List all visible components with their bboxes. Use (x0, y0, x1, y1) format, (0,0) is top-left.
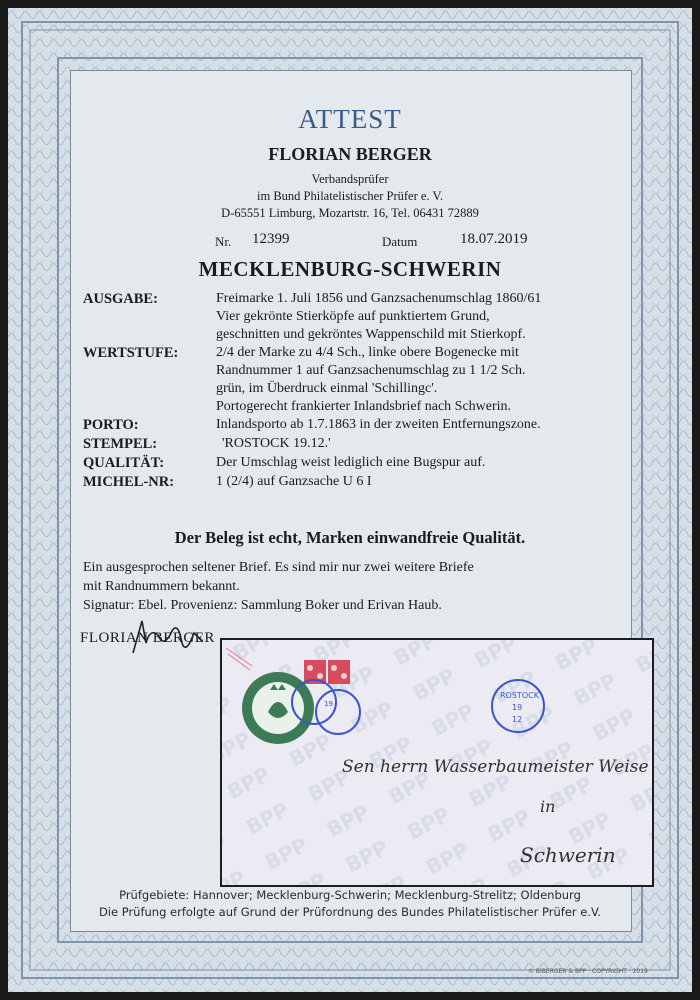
svg-text:Sen herrn Wasserbaumeister Wei: Sen herrn Wasserbaumeister Weise (342, 757, 649, 777)
field-value-line: grün, im Überdruck einmal 'Schillingc'. (216, 381, 438, 396)
examiner-role: Verbandsprüfer (311, 172, 389, 186)
svg-text:19: 19 (324, 700, 333, 708)
field-label-wertstufe: WERTSTUFE: (83, 345, 179, 361)
field-label-qualitaet: QUALITÄT: (83, 455, 165, 471)
remark-line: mit Randnummern bekannt. (83, 579, 240, 594)
footer-regulations: Die Prüfung erfolgte auf Grund der Prüfordnung des Bundes Philatelistischer Prüfer e.V. (98, 905, 602, 919)
svg-text:12: 12 (512, 715, 523, 724)
handwritten-signature (128, 613, 208, 663)
field-value-line: geschnitten und gekröntes Wappenschild mit Stierkopf. (216, 327, 526, 342)
field-label-stempel: STEMPEL: (83, 436, 158, 452)
svg-text:Schwerin: Schwerin (520, 843, 616, 867)
examiner-association: im Bund Philatelistischer Prüfer e. V. (257, 189, 443, 203)
certificate-sheet (8, 8, 692, 992)
examiner-name: FLORIAN BERGER (268, 144, 432, 164)
field-value-line: 'ROSTOCK 19.12.' (222, 436, 331, 451)
remark-line: Signatur: Ebel. Provenienz: Sammlung Boker und Erivan Haub. (83, 598, 442, 613)
field-value-line: Inlandsporto ab 1.7.1863 in der zweiten Entfernungszone. (216, 417, 541, 432)
verdict: Der Beleg ist echt, Marken einwandfreie Qualität. (174, 528, 526, 547)
field-label-michel: MICHEL-NR: (83, 474, 175, 490)
country-heading: MECKLENBURG-SCHWERIN (198, 257, 502, 281)
footer-exam-areas: Prüfgebiete: Hannover; Mecklenburg-Schwerin; Mecklenburg-Strelitz; Oldenburg (119, 888, 581, 902)
svg-text:19: 19 (512, 703, 523, 712)
field-value-line: Freimarke 1. Juli 1856 und Ganzsachenumschlag 1860/61 (216, 291, 542, 306)
examiner-address: D-65551 Limburg, Mozartstr. 16, Tel. 06431 72889 (221, 206, 479, 220)
field-label-ausgabe: AUSGABE: (83, 291, 158, 307)
field-value-line: Portogerecht frankierter Inlandsbrief nach Schwerin. (216, 399, 512, 414)
svg-text:ROSTOCK: ROSTOCK (500, 691, 539, 700)
field-value-line: 1 (2/4) auf Ganzsache U 6 I (216, 474, 372, 489)
field-value-line: 2/4 der Marke zu 4/4 Sch., linke obere Bogenecke mit (216, 345, 519, 360)
date-label: Datum (382, 234, 418, 249)
envelope-photo (220, 638, 654, 887)
signature-name: FLORIAN BERGER (80, 630, 215, 646)
svg-text:in: in (540, 797, 556, 816)
certificate-title: ATTEST (298, 104, 402, 134)
certificate-date: 18.07.2019 (460, 231, 528, 247)
field-value-line: Vier gekrönte Stierköpfe auf punktiertem Grund, (216, 309, 490, 324)
number-label: Nr. (215, 234, 232, 249)
certificate-number: 12399 (252, 231, 290, 247)
field-label-porto: PORTO: (83, 417, 139, 433)
field-value-line: Der Umschlag weist lediglich eine Bugspur auf. (216, 455, 486, 470)
copyright-notice: © BIBERGER & BPP · COPYRIGHT · 2019 (528, 968, 648, 975)
field-value-line: Randnummer 1 auf Ganzsachenumschlag zu 1 1/2 Sch. (216, 363, 526, 378)
remark-line: Ein ausgesprochen seltener Brief. Es sind mir nur zwei weitere Briefe (83, 560, 474, 575)
